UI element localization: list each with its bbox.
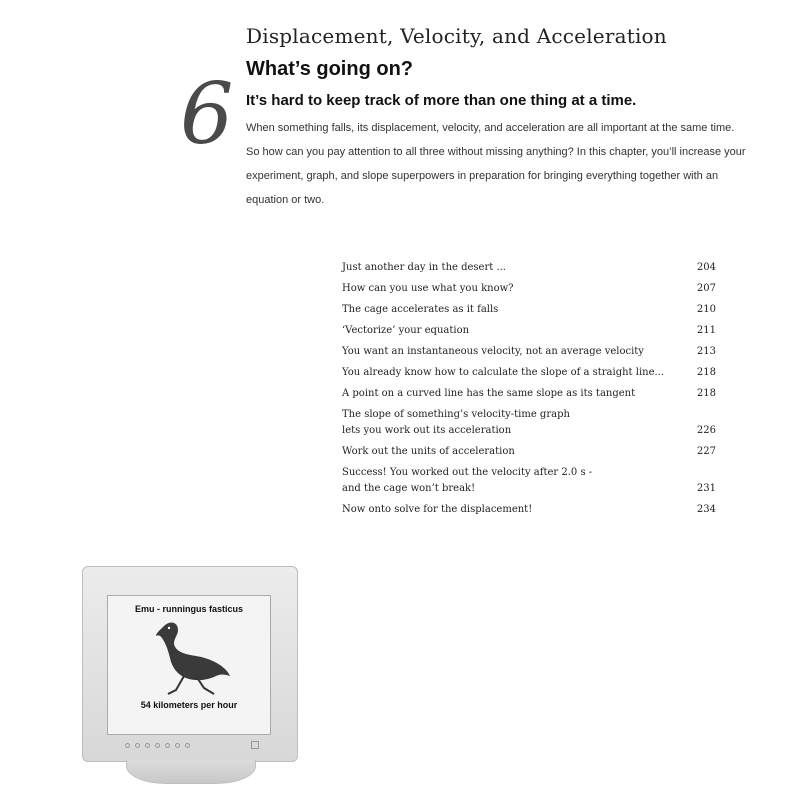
toc-entry-page: 213 — [696, 346, 716, 357]
toc-entry-page: 218 — [696, 367, 716, 378]
toc-entry-title — [342, 407, 570, 439]
monitor-control-button — [125, 743, 130, 748]
chapter-number: 6 — [180, 65, 234, 163]
monitor-control-button — [135, 743, 140, 748]
toc-entry-title — [342, 444, 515, 460]
toc-entry-line: ‘Vectorize’ your equation — [342, 325, 470, 336]
toc-entry — [342, 365, 716, 381]
toc-entry-page: 227 — [696, 446, 716, 457]
toc-entry — [342, 407, 716, 439]
toc-entry — [342, 344, 716, 360]
chapter-title: Displacement, Velocity, and Acceleration — [246, 24, 667, 48]
screen-caption: 54 kilometers per hour — [140, 700, 238, 710]
screen-title: Emu - runningus fasticus — [134, 604, 243, 614]
toc-entry — [342, 502, 716, 518]
toc-entry-line: How can you use what you know? — [342, 283, 514, 294]
toc-entry-title — [342, 302, 498, 318]
toc-entry — [342, 302, 716, 318]
toc-entry-line: You already know how to calculate the slope of a straight line... — [342, 367, 665, 378]
monitor-stand — [126, 760, 256, 784]
toc-entry-page: 226 — [696, 425, 716, 436]
monitor-control-button — [165, 743, 170, 748]
monitor-control-button — [155, 743, 160, 748]
toc-entry-line: A point on a curved line has the same slope as its tangent — [342, 388, 636, 399]
toc-entry — [342, 386, 716, 402]
toc-entry-line: The slope of something’s velocity-time graph — [342, 409, 570, 420]
toc-entry — [342, 281, 716, 297]
toc-entry — [342, 323, 716, 339]
toc-entry-title — [342, 281, 514, 297]
toc-entry-line: You want an instantaneous velocity, not an average velocity — [342, 346, 644, 357]
monitor-control-button — [175, 743, 180, 748]
power-button-icon — [251, 741, 259, 749]
toc-entry — [342, 465, 716, 497]
monitor — [82, 566, 298, 762]
toc-entry-line: The cage accelerates as it falls — [342, 304, 499, 315]
toc-entry-line: Now onto solve for the displacement! — [342, 504, 533, 515]
toc-entry-page: 234 — [696, 504, 716, 515]
toc-entry — [342, 444, 716, 460]
toc-entry-title — [342, 323, 469, 339]
chapter-intro: When something falls, its displacement, velocity, and acceleration are all important at the same time. So how can you pay attention to all three without missing anything? In this chapter, you’ll increase your experiment, graph, and slope superpowers in preparation for bringing everything together with an equation or two. — [246, 122, 746, 206]
toc-entry-page: 207 — [696, 283, 716, 294]
monitor-control-button — [145, 743, 150, 748]
toc-entry — [342, 260, 716, 276]
toc-entry-title — [342, 344, 644, 360]
toc-entry-title — [342, 260, 506, 276]
toc-entry-line: Work out the units of acceleration — [342, 446, 515, 457]
chapter-subheading: It’s hard to keep track of more than one thing at a time. — [246, 92, 637, 109]
toc-entry-line: lets you work out its acceleration — [342, 425, 512, 436]
toc-entry-page: 231 — [696, 483, 716, 494]
toc-entry-line: and the cage won’t break! — [342, 483, 476, 494]
toc-entry-line: Success! You worked out the velocity after 2.0 s - — [342, 467, 593, 478]
monitor-control-button — [185, 743, 190, 748]
toc-entry-page: 204 — [696, 262, 716, 273]
toc-entry-title — [342, 465, 592, 497]
chapter-heading: What’s going on? — [246, 58, 414, 80]
emu-illustration — [144, 618, 236, 700]
toc-entry-title — [342, 386, 635, 402]
monitor-button-row — [125, 743, 190, 748]
toc-entry-title — [342, 502, 532, 518]
toc-entry-page: 218 — [696, 388, 716, 399]
toc-entry-title — [342, 365, 664, 381]
table-of-contents — [342, 260, 716, 523]
monitor-screen — [107, 595, 271, 735]
toc-entry-line: Just another day in the desert ... — [342, 262, 506, 273]
toc-entry-page: 211 — [696, 325, 716, 336]
toc-entry-page: 210 — [696, 304, 716, 315]
